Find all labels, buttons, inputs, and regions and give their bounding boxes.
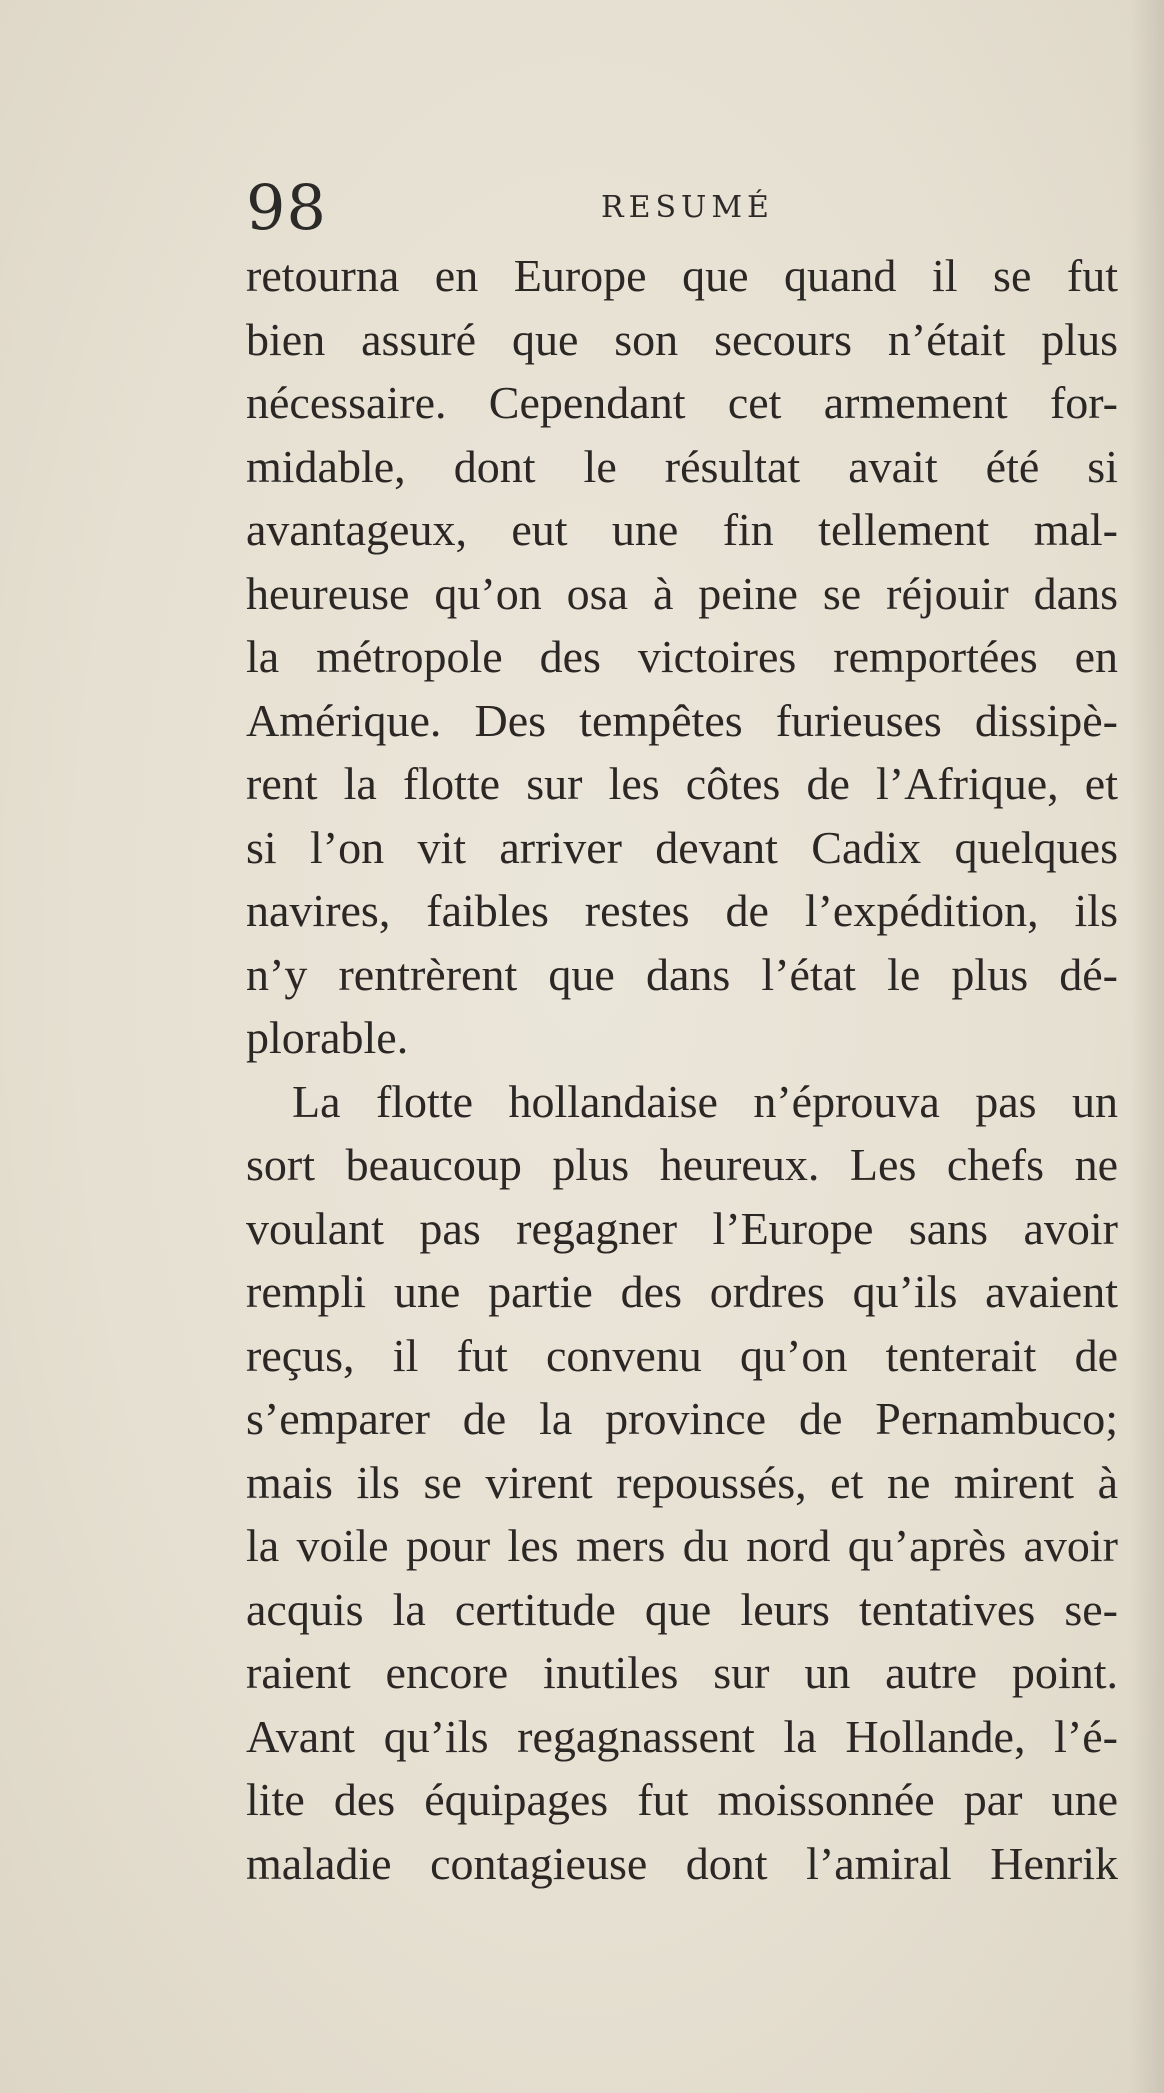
text-line: voulant pas regagner l’Europe sans avoir: [246, 1202, 1118, 1254]
text-line: reçus, il fut convenu qu’on tenterait de: [246, 1329, 1118, 1381]
text-line: sort beaucoup plus heureux. Les chefs ne: [246, 1139, 1118, 1190]
text-line: la métropole des victoires remportées en: [246, 631, 1118, 682]
text-line: la voile pour les mers du nord qu’après avoir: [246, 1520, 1118, 1571]
text-line: lite des équipages fut moissonnée par une: [246, 1774, 1118, 1825]
text-line: La flotte hollandaise n’éprouva pas un: [292, 1075, 1118, 1127]
text-line: si l’on vit arriver devant Cadix quelques: [246, 821, 1118, 873]
text-line: midable, dont le résultat avait été si: [246, 440, 1118, 492]
body-text: [246, 244, 1118, 1895]
text-line: raient encore inutiles sur un autre point.: [246, 1647, 1118, 1698]
paragraph-2: [246, 1070, 1118, 1896]
text-line: rent la flotte sur les côtes de l’Afrique, et: [246, 758, 1118, 809]
page-header: [246, 168, 1116, 248]
text-line: avantageux, eut une fin tellement mal-: [246, 504, 1118, 555]
page-edge-shadow: [1130, 0, 1164, 2093]
paragraph-1: [246, 244, 1118, 1070]
text-line: mais ils se virent repoussés, et ne mirent à: [246, 1456, 1118, 1508]
text-line: acquis la certitude que leurs tentatives se-: [246, 1583, 1118, 1635]
running-head: RESUMÉ: [601, 190, 774, 225]
text-line: n’y rentrèrent que dans l’état le plus dé-: [246, 948, 1118, 1000]
text-line: plorable.: [246, 1012, 409, 1063]
text-line: Amérique. Des tempêtes furieuses dissipè-: [246, 694, 1118, 746]
text-line: maladie contagieuse dont l’amiral Henrik: [246, 1837, 1118, 1889]
text-line: nécessaire. Cependant cet armement for-: [246, 377, 1118, 428]
text-line: rempli une partie des ordres qu’ils avaient: [246, 1266, 1118, 1317]
text-line: navires, faibles restes de l’expédition, ils: [246, 885, 1118, 936]
text-line: retourna en Europe que quand il se fut: [246, 250, 1118, 301]
text-line: heureuse qu’on osa à peine se réjouir dans: [246, 567, 1118, 619]
page-number: 98: [246, 171, 327, 244]
text-line: bien assuré que son secours n’était plus: [246, 313, 1118, 365]
text-line: Avant qu’ils regagnassent la Hollande, l’é-: [246, 1710, 1118, 1762]
text-line: s’emparer de la province de Pernambuco;: [246, 1393, 1118, 1444]
